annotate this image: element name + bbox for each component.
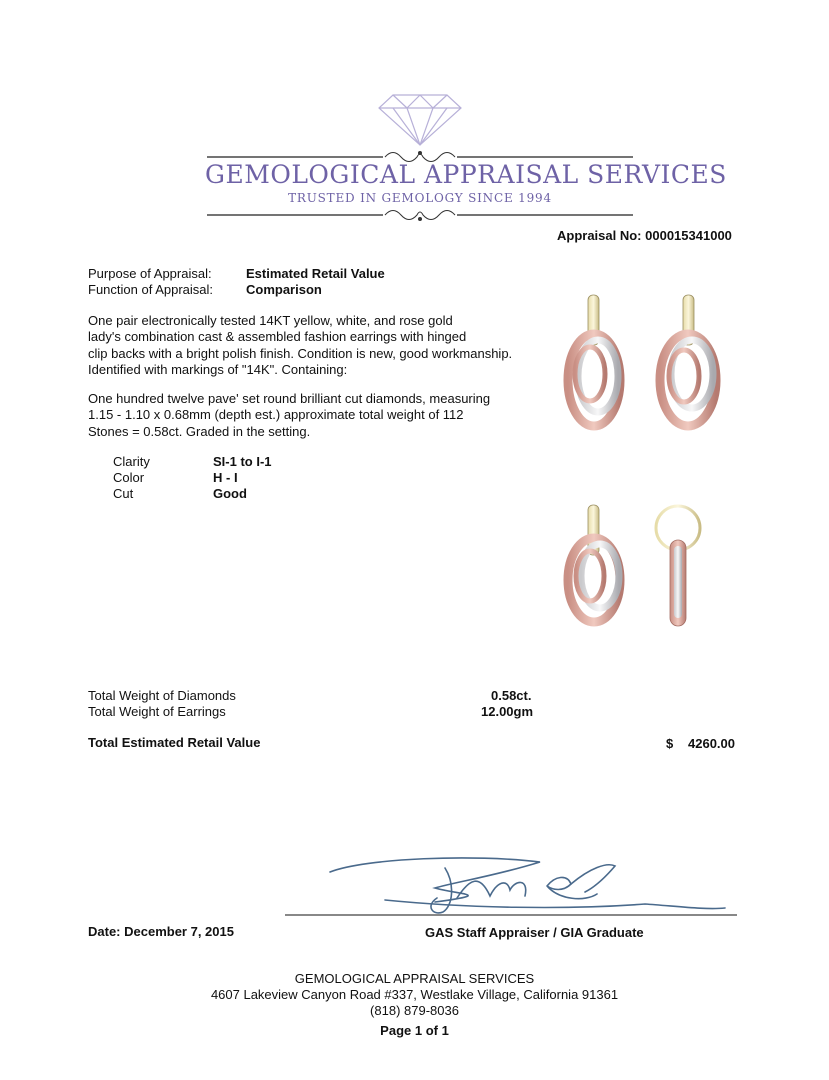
total-earrings-value: 12.00gm bbox=[481, 704, 534, 719]
purpose-value: Estimated Retail Value bbox=[246, 266, 385, 281]
retail-value: 4260.00 bbox=[688, 736, 735, 751]
bottom-divider bbox=[207, 211, 633, 222]
total-diamonds-label: Total Weight of Diamonds bbox=[88, 688, 236, 703]
grade-value-color: H - I bbox=[213, 470, 238, 485]
earring-left bbox=[568, 295, 620, 426]
appraisal-number-value: 000015341000 bbox=[645, 228, 732, 243]
earring-right bbox=[660, 295, 716, 426]
grade-value-clarity: SI-1 to I-1 bbox=[213, 454, 272, 469]
company-name: GEMOLOGICAL APPRAISAL SERVICES bbox=[205, 160, 727, 189]
total-earrings-label: Total Weight of Earrings bbox=[88, 704, 226, 719]
appraisal-number-label: Appraisal No: bbox=[557, 228, 642, 243]
grade-label-clarity: Clarity bbox=[113, 454, 150, 469]
earring-side-angle bbox=[656, 506, 700, 626]
total-diamonds-value: 0.58ct. bbox=[491, 688, 532, 703]
description-line: Identified with markings of "14K". Containing: bbox=[88, 362, 348, 378]
description-line: lady's combination cast & assembled fashion earrings with hinged bbox=[88, 329, 467, 345]
function-value: Comparison bbox=[246, 282, 322, 297]
diamond-icon bbox=[379, 95, 461, 145]
diamond-line: 1.15 - 1.10 x 0.68mm (depth est.) approximate total weight of 112 bbox=[88, 407, 464, 423]
footer-address: 4607 Lakeview Canyon Road #337, Westlake Village, California 91361 bbox=[210, 987, 619, 1002]
appraisal-number bbox=[557, 228, 732, 244]
description-line: One pair electronically tested 14KT yellow, white, and rose gold bbox=[88, 313, 453, 328]
earrings-front-photo bbox=[560, 292, 745, 432]
diamond-line: One hundred twelve pave' set round brilliant cut diamonds, measuring bbox=[88, 391, 491, 406]
company-tagline: TRUSTED IN GEMOLOGY SINCE 1994 bbox=[288, 191, 552, 205]
currency-symbol: $ bbox=[666, 736, 674, 751]
footer-company: GEMOLOGICAL APPRAISAL SERVICES bbox=[294, 971, 535, 986]
function-label: Function of Appraisal: bbox=[88, 282, 214, 297]
page-number: Page 1 of 1 bbox=[380, 1023, 449, 1038]
diamond-line: Stones = 0.58ct. Graded in the setting. bbox=[88, 423, 311, 439]
diamond-description bbox=[88, 391, 490, 440]
description-line: clip backs with a bright polish finish. Condition is new, good workmanship. bbox=[88, 345, 513, 361]
retail-value-label: Total Estimated Retail Value bbox=[88, 735, 261, 750]
appraiser-title: GAS Staff Appraiser / GIA Graduate bbox=[425, 925, 644, 940]
appraiser-signature bbox=[285, 850, 745, 925]
grade-label-cut: Cut bbox=[113, 486, 134, 501]
footer-phone: (818) 879-8036 bbox=[370, 1003, 459, 1018]
earring-front-angle bbox=[568, 505, 620, 622]
grade-label-color: Color bbox=[113, 470, 145, 485]
grade-value-cut: Good bbox=[213, 486, 247, 501]
purpose-label: Purpose of Appraisal: bbox=[88, 266, 212, 281]
item-description bbox=[88, 313, 512, 379]
appraisal-date: Date: December 7, 2015 bbox=[88, 924, 234, 939]
